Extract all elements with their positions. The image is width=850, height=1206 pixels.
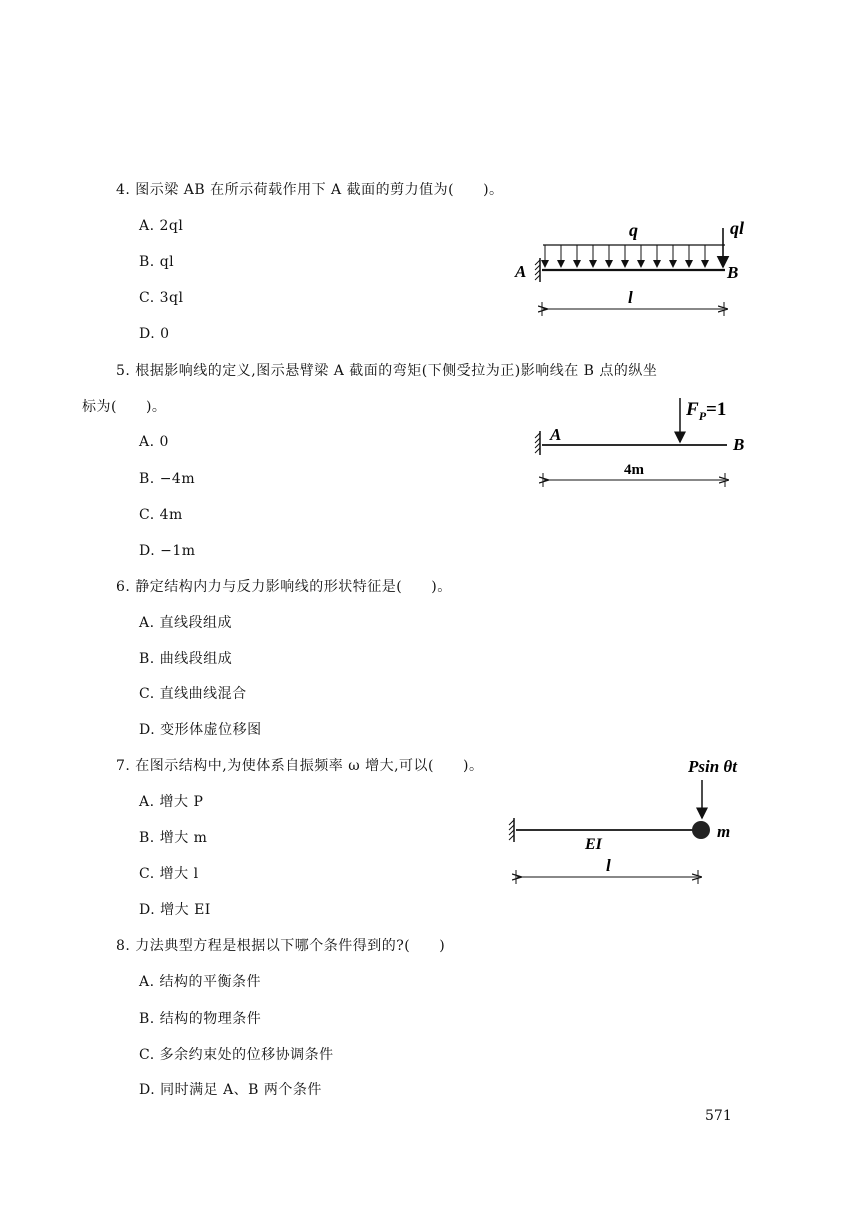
q4-left-label: A	[515, 262, 527, 281]
q5-left-label: A	[550, 425, 562, 444]
question-7-option-d: D. 增大 EI	[139, 902, 211, 918]
page-number: 571	[705, 1108, 732, 1124]
q7-mass-label: m	[717, 822, 731, 841]
q4-load-label: q	[629, 220, 638, 240]
question-5-option-d: D. −1m	[139, 543, 196, 559]
figure-q4-beam	[505, 210, 755, 325]
question-5-stem-continued: 标为( )。	[82, 399, 167, 415]
question-8-option-c: C. 多余约束处的位移协调条件	[139, 1047, 334, 1063]
q5-force-label	[685, 399, 726, 423]
q7-span-label: l	[606, 856, 611, 875]
question-6-option-c: C. 直线曲线混合	[139, 686, 247, 702]
question-4-option-b: B. ql	[139, 254, 175, 270]
q7-load-label: Psin θt	[688, 757, 737, 776]
q5-force-value: =1	[706, 399, 727, 420]
question-4-option-c: C. 3ql	[139, 290, 184, 306]
figure-q7-mass-beam	[495, 752, 765, 892]
question-4-stem: 4. 图示梁 AB 在所示荷载作用下 A 截面的剪力值为( )。	[116, 182, 504, 198]
q5-span-label: 4m	[624, 462, 644, 478]
figure-q5-cantilever	[520, 393, 760, 493]
question-5-option-a: A. 0	[139, 434, 169, 450]
question-5-stem: 5. 根据影响线的定义,图示悬臂梁 A 截面的弯矩(下侧受拉为正)影响线在 B 点的纵坐	[116, 363, 658, 379]
question-7-option-b: B. 增大 m	[139, 830, 208, 846]
question-6-option-a: A. 直线段组成	[139, 615, 233, 631]
question-5-option-c: C. 4m	[139, 507, 183, 523]
question-8-option-d: D. 同时满足 A、B 两个条件	[139, 1082, 322, 1098]
question-7-option-a: A. 增大 P	[139, 794, 204, 810]
question-8-stem: 8. 力法典型方程是根据以下哪个条件得到的?( )	[116, 938, 446, 954]
question-6-option-d: D. 变形体虚位移图	[139, 722, 262, 738]
q5-right-label: B	[733, 435, 745, 454]
q4-span-label: l	[628, 288, 633, 307]
q7-stiffness-label: EI	[585, 836, 602, 853]
question-4-option-d: D. 0	[139, 326, 170, 342]
question-6-option-b: B. 曲线段组成	[139, 651, 233, 667]
q4-point-load-label: ql	[730, 218, 745, 238]
question-8-option-b: B. 结构的物理条件	[139, 1011, 262, 1027]
question-6-stem: 6. 静定结构内力与反力影响线的形状特征是( )。	[116, 579, 452, 595]
q7-mass-dot	[692, 821, 710, 839]
question-5-option-b: B. −4m	[139, 471, 196, 487]
q4-right-label: B	[727, 263, 739, 282]
question-7-stem: 7. 在图示结构中,为使体系自振频率 ω 增大,可以( )。	[116, 758, 484, 774]
question-4-option-a: A. 2ql	[139, 218, 184, 234]
q5-force-symbol: F	[686, 399, 699, 420]
question-7-option-c: C. 增大 l	[139, 866, 199, 882]
q5-force-subscript: P	[698, 409, 707, 423]
question-8-option-a: A. 结构的平衡条件	[139, 974, 262, 990]
